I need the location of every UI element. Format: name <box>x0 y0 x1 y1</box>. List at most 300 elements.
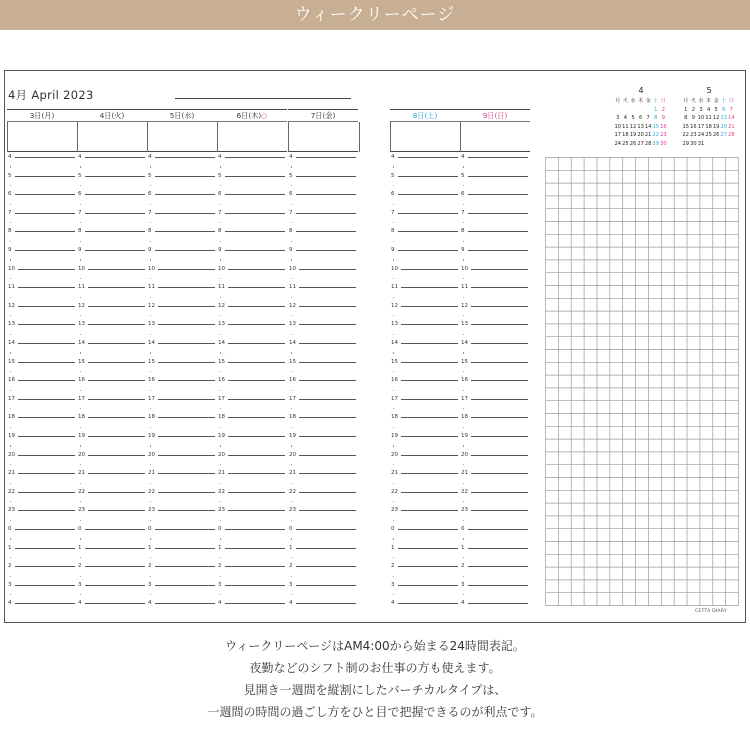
hour-line[interactable] <box>85 603 145 604</box>
hour-line[interactable] <box>468 548 528 549</box>
half-hour-dot <box>150 557 151 558</box>
hour-line[interactable] <box>296 176 356 177</box>
half-hour-dot <box>220 557 221 558</box>
mini-calendar-weekdays <box>614 97 667 106</box>
date-cell: 31 <box>697 140 705 147</box>
hour-label: 7 <box>391 209 395 216</box>
hour-line[interactable] <box>228 455 285 456</box>
hour-line[interactable] <box>299 287 356 288</box>
hour-line[interactable] <box>18 287 75 288</box>
hour-line[interactable] <box>18 417 75 418</box>
hour-label: 9 <box>461 247 465 253</box>
hour-line[interactable] <box>401 473 458 474</box>
date-cell: 8 <box>654 115 658 122</box>
hour-line[interactable] <box>225 213 285 214</box>
hour-label: 4 <box>289 600 293 607</box>
hour-line[interactable] <box>296 213 356 214</box>
date-cell: 3 <box>616 115 620 122</box>
hour-line[interactable] <box>15 213 75 214</box>
hour-line[interactable] <box>468 529 528 530</box>
weekday-cell: 月 <box>615 98 621 104</box>
hour-line[interactable] <box>296 157 356 158</box>
hour-label: 9 <box>148 247 152 253</box>
hour-line[interactable] <box>228 492 285 493</box>
hour-line[interactable] <box>85 194 145 195</box>
date-cell: 28 <box>644 140 652 147</box>
hour-line[interactable] <box>158 287 215 288</box>
hour-line[interactable] <box>158 492 215 493</box>
hour-label: 8 <box>289 228 293 235</box>
hour-label: 5 <box>461 172 465 179</box>
hour-label: 8 <box>8 228 12 235</box>
hour-line[interactable] <box>398 585 458 586</box>
hour-line[interactable] <box>401 436 458 437</box>
date-cell: 2 <box>661 107 665 113</box>
hour-line[interactable] <box>299 343 356 344</box>
hour-line[interactable] <box>158 510 215 511</box>
hour-line[interactable] <box>471 436 528 437</box>
hour-line[interactable] <box>296 250 356 251</box>
day-header-weekday-0 <box>7 109 77 151</box>
hour-line[interactable] <box>88 343 145 344</box>
hour-line[interactable] <box>299 417 356 418</box>
hour-line[interactable] <box>401 269 458 270</box>
hour-label: 6 <box>461 191 465 198</box>
hour-line[interactable] <box>18 362 75 363</box>
hour-line[interactable] <box>155 157 215 158</box>
hour-line[interactable] <box>15 603 75 604</box>
half-hour-dot <box>463 576 464 577</box>
date-cell: 7 <box>729 107 733 113</box>
hour-line[interactable] <box>299 269 356 270</box>
hour-line[interactable] <box>401 455 458 456</box>
hour-label: 0 <box>461 526 465 532</box>
hour-line[interactable] <box>158 269 215 270</box>
hour-line[interactable] <box>468 566 528 567</box>
hour-line[interactable] <box>88 492 145 493</box>
hour-line[interactable] <box>296 231 356 232</box>
hour-line[interactable] <box>468 231 528 232</box>
hour-label: 8 <box>218 228 222 235</box>
half-hour-dot <box>220 259 221 260</box>
hour-line[interactable] <box>398 529 458 530</box>
date-cell: 5 <box>631 115 635 122</box>
date-cell: 19 <box>629 132 637 139</box>
hour-line[interactable] <box>296 548 356 549</box>
hour-line[interactable] <box>18 510 75 511</box>
date-cell: 26 <box>712 132 720 139</box>
hour-line[interactable] <box>401 287 458 288</box>
weekday-cell: 金 <box>645 98 651 104</box>
hour-line[interactable] <box>471 362 528 363</box>
hour-line[interactable] <box>468 213 528 214</box>
hour-label: 22 <box>391 488 398 495</box>
hour-line[interactable] <box>155 529 215 530</box>
hour-line[interactable] <box>228 269 285 270</box>
hour-line[interactable] <box>471 269 528 270</box>
hour-line[interactable] <box>398 250 458 251</box>
hour-line[interactable] <box>296 585 356 586</box>
hour-line[interactable] <box>15 194 75 195</box>
hour-line[interactable] <box>401 417 458 418</box>
day-note-box[interactable] <box>147 122 217 152</box>
hour-line[interactable] <box>18 306 75 307</box>
hour-line[interactable] <box>299 473 356 474</box>
hour-line[interactable] <box>299 380 356 381</box>
half-hour-dot <box>150 297 151 298</box>
hour-label: 20 <box>8 451 15 458</box>
hour-line[interactable] <box>225 548 285 549</box>
day-label: 6日(木)○ <box>217 109 287 122</box>
hour-label: 23 <box>461 507 468 514</box>
half-hour-dot <box>463 185 464 186</box>
hour-label: 21 <box>8 470 15 477</box>
hour-line[interactable] <box>15 548 75 549</box>
hour-line[interactable] <box>471 306 528 307</box>
hour-label: 11 <box>461 284 468 291</box>
hour-line[interactable] <box>85 566 145 567</box>
hour-line[interactable] <box>228 306 285 307</box>
hour-line[interactable] <box>225 176 285 177</box>
hour-line[interactable] <box>88 287 145 288</box>
half-hour-dot <box>463 483 464 484</box>
hour-label: 22 <box>289 488 296 495</box>
half-hour-dot <box>150 185 151 186</box>
hour-line[interactable] <box>398 566 458 567</box>
hour-line[interactable] <box>228 473 285 474</box>
hour-line[interactable] <box>88 510 145 511</box>
hour-line[interactable] <box>85 585 145 586</box>
hour-line[interactable] <box>398 194 458 195</box>
hour-line[interactable] <box>85 231 145 232</box>
date-cell: 23 <box>690 132 697 139</box>
half-hour-dot <box>80 222 81 223</box>
hour-line[interactable] <box>225 585 285 586</box>
hour-line[interactable] <box>471 324 528 325</box>
day-note-box[interactable] <box>390 122 460 152</box>
hour-line[interactable] <box>85 250 145 251</box>
hour-line[interactable] <box>158 343 215 344</box>
hour-line[interactable] <box>88 455 145 456</box>
hour-label: 5 <box>78 172 82 179</box>
hour-label: 22 <box>218 488 225 495</box>
half-hour-dot <box>291 427 292 428</box>
date-cell: 17 <box>614 132 622 139</box>
day-header-weekday-4 <box>288 109 358 151</box>
hour-line[interactable] <box>15 585 75 586</box>
hour-line[interactable] <box>225 529 285 530</box>
half-hour-dot <box>463 352 464 353</box>
hour-line[interactable] <box>88 436 145 437</box>
hour-line[interactable] <box>18 473 75 474</box>
hour-line[interactable] <box>468 603 528 604</box>
hour-label: 5 <box>8 172 12 179</box>
hour-line[interactable] <box>158 455 215 456</box>
hour-line[interactable] <box>158 436 215 437</box>
hour-line[interactable] <box>228 324 285 325</box>
hour-label: 18 <box>289 414 296 421</box>
hour-label: 10 <box>391 265 398 272</box>
half-hour-dot <box>393 166 394 167</box>
hour-line[interactable] <box>225 157 285 158</box>
hour-line[interactable] <box>15 157 75 158</box>
hour-label: 10 <box>8 265 15 272</box>
hour-line[interactable] <box>225 250 285 251</box>
hour-label: 6 <box>218 191 222 198</box>
hour-label: 4 <box>8 600 12 607</box>
hour-line[interactable] <box>299 455 356 456</box>
hour-label: 6 <box>148 191 152 198</box>
date-cell: 17 <box>697 123 705 130</box>
hour-label: 13 <box>289 321 296 328</box>
half-hour-dot <box>393 557 394 558</box>
hour-line[interactable] <box>155 194 215 195</box>
hour-line[interactable] <box>158 362 215 363</box>
hour-label: 20 <box>391 451 398 458</box>
hour-line[interactable] <box>299 492 356 493</box>
hour-line[interactable] <box>471 510 528 511</box>
hour-line[interactable] <box>155 176 215 177</box>
hour-line[interactable] <box>15 231 75 232</box>
hour-label: 15 <box>148 358 155 365</box>
day-note-box[interactable] <box>460 122 530 152</box>
hour-label: 8 <box>78 228 82 235</box>
half-hour-dot <box>80 390 81 391</box>
hour-line[interactable] <box>18 380 75 381</box>
hour-line[interactable] <box>15 250 75 251</box>
hour-line[interactable] <box>15 529 75 530</box>
half-hour-dot <box>393 501 394 502</box>
day-note-box[interactable] <box>77 122 147 152</box>
hour-line[interactable] <box>401 362 458 363</box>
hour-line[interactable] <box>401 324 458 325</box>
half-hour-dot <box>220 185 221 186</box>
weekday-cell: 土 <box>653 98 659 104</box>
hour-line[interactable] <box>85 548 145 549</box>
hour-line[interactable] <box>228 417 285 418</box>
hour-line[interactable] <box>398 231 458 232</box>
date-cell: 22 <box>652 132 659 139</box>
date-cell: 12 <box>712 115 720 122</box>
hour-line[interactable] <box>468 585 528 586</box>
hour-line[interactable] <box>88 269 145 270</box>
hour-line[interactable] <box>228 510 285 511</box>
hour-label: 20 <box>218 451 225 458</box>
hour-line[interactable] <box>299 436 356 437</box>
hour-line[interactable] <box>398 213 458 214</box>
date-cell: 19 <box>712 123 720 130</box>
hour-line[interactable] <box>88 306 145 307</box>
hour-line[interactable] <box>158 417 215 418</box>
hour-line[interactable] <box>299 324 356 325</box>
hour-line[interactable] <box>155 603 215 604</box>
day-note-box[interactable] <box>288 122 358 152</box>
hour-line[interactable] <box>228 362 285 363</box>
hour-line[interactable] <box>225 566 285 567</box>
mini-calendar-month: 5 <box>706 86 712 95</box>
half-hour-dot <box>393 297 394 298</box>
hour-line[interactable] <box>158 380 215 381</box>
hour-line[interactable] <box>401 492 458 493</box>
hour-line[interactable] <box>225 603 285 604</box>
hour-line[interactable] <box>88 417 145 418</box>
hour-line[interactable] <box>225 231 285 232</box>
hour-line[interactable] <box>18 343 75 344</box>
hour-line[interactable] <box>228 343 285 344</box>
hour-line[interactable] <box>158 399 215 400</box>
half-hour-dot <box>463 594 464 595</box>
hour-line[interactable] <box>158 324 215 325</box>
date-cell: 20 <box>637 132 644 139</box>
half-hour-dot <box>393 259 394 260</box>
hour-label: 15 <box>461 358 468 365</box>
hour-line[interactable] <box>398 176 458 177</box>
hour-label: 0 <box>78 526 82 532</box>
hour-line[interactable] <box>158 473 215 474</box>
hour-label: 23 <box>289 507 296 514</box>
hour-label: 13 <box>8 321 15 328</box>
hour-line[interactable] <box>471 399 528 400</box>
hour-line[interactable] <box>155 213 215 214</box>
hour-line[interactable] <box>401 380 458 381</box>
hour-label: 18 <box>391 414 398 421</box>
hour-line[interactable] <box>228 380 285 381</box>
date-cell: 29 <box>652 140 659 147</box>
hour-line[interactable] <box>398 548 458 549</box>
hour-label: 4 <box>218 154 222 160</box>
hour-label: 4 <box>148 600 152 607</box>
hour-line[interactable] <box>299 510 356 511</box>
hour-line[interactable] <box>18 455 75 456</box>
hour-line[interactable] <box>18 399 75 400</box>
half-hour-dot <box>150 538 151 539</box>
hour-label: 22 <box>8 488 15 495</box>
hour-label: 12 <box>391 302 398 309</box>
date-cell: 22 <box>682 132 690 139</box>
hour-line[interactable] <box>299 399 356 400</box>
hour-label: 19 <box>218 433 225 439</box>
hour-label: 14 <box>461 340 468 346</box>
hour-line[interactable] <box>15 566 75 567</box>
hour-line[interactable] <box>88 473 145 474</box>
day-header-weekend-0 <box>390 109 460 151</box>
hour-label: 18 <box>218 414 225 421</box>
hour-line[interactable] <box>398 157 458 158</box>
half-hour-dot <box>220 594 221 595</box>
hour-line[interactable] <box>471 343 528 344</box>
hour-line[interactable] <box>471 492 528 493</box>
hour-line[interactable] <box>155 566 215 567</box>
hour-line[interactable] <box>471 380 528 381</box>
hour-line[interactable] <box>468 194 528 195</box>
hour-line[interactable] <box>158 306 215 307</box>
date-cell: 23 <box>660 132 667 139</box>
hour-line[interactable] <box>225 194 285 195</box>
hour-line[interactable] <box>85 157 145 158</box>
hour-line[interactable] <box>299 306 356 307</box>
hour-line[interactable] <box>299 362 356 363</box>
hour-label: 0 <box>148 526 152 532</box>
half-hour-dot <box>463 259 464 260</box>
hour-line[interactable] <box>401 510 458 511</box>
day-note-box[interactable] <box>217 122 287 152</box>
date-cell: 11 <box>705 115 712 122</box>
hour-line[interactable] <box>468 157 528 158</box>
hour-label: 4 <box>8 154 12 160</box>
hour-line[interactable] <box>471 455 528 456</box>
half-hour-dot <box>10 185 11 186</box>
hour-line[interactable] <box>296 194 356 195</box>
half-hour-dot <box>150 371 151 372</box>
hour-line[interactable] <box>228 436 285 437</box>
hour-label: 13 <box>218 321 225 328</box>
half-hour-dot <box>291 501 292 502</box>
hour-line[interactable] <box>85 176 145 177</box>
hour-line[interactable] <box>228 287 285 288</box>
hour-line[interactable] <box>85 213 145 214</box>
hour-line[interactable] <box>296 603 356 604</box>
hour-line[interactable] <box>468 176 528 177</box>
hour-line[interactable] <box>18 492 75 493</box>
hour-line[interactable] <box>18 436 75 437</box>
half-hour-dot <box>80 241 81 242</box>
hour-line[interactable] <box>15 176 75 177</box>
date-cell: 18 <box>622 132 629 139</box>
hour-line[interactable] <box>155 250 215 251</box>
hour-line[interactable] <box>401 343 458 344</box>
hour-line[interactable] <box>88 380 145 381</box>
half-hour-dot <box>150 204 151 205</box>
date-cell: 30 <box>660 140 667 147</box>
hour-label: 9 <box>289 247 293 253</box>
hour-line[interactable] <box>88 362 145 363</box>
hour-label: 19 <box>391 433 398 439</box>
hour-label: 3 <box>289 581 293 588</box>
hour-line[interactable] <box>18 324 75 325</box>
hour-label: 4 <box>78 600 82 607</box>
date-cell: 21 <box>644 132 652 139</box>
half-hour-dot <box>150 222 151 223</box>
hour-line[interactable] <box>471 287 528 288</box>
hour-line[interactable] <box>228 399 285 400</box>
hour-line[interactable] <box>471 417 528 418</box>
hour-line[interactable] <box>18 269 75 270</box>
half-hour-dot <box>80 371 81 372</box>
brand-label: CETTA DIARY <box>695 609 727 614</box>
hour-line[interactable] <box>155 585 215 586</box>
hour-label: 23 <box>78 507 85 514</box>
hour-line[interactable] <box>155 548 215 549</box>
page-banner: ウィークリーページ <box>0 0 750 30</box>
hour-line[interactable] <box>85 529 145 530</box>
half-hour-dot <box>150 315 151 316</box>
hour-line[interactable] <box>471 473 528 474</box>
hour-line[interactable] <box>88 399 145 400</box>
hour-line[interactable] <box>401 399 458 400</box>
hour-line[interactable] <box>296 529 356 530</box>
date-cell: 12 <box>629 123 637 130</box>
hour-line[interactable] <box>398 603 458 604</box>
hour-line[interactable] <box>296 566 356 567</box>
hour-line[interactable] <box>401 306 458 307</box>
half-hour-dot <box>220 427 221 428</box>
hour-line[interactable] <box>155 231 215 232</box>
hour-label: 7 <box>218 209 222 216</box>
half-hour-dot <box>291 259 292 260</box>
hour-line[interactable] <box>88 324 145 325</box>
hour-line[interactable] <box>468 250 528 251</box>
day-note-box[interactable] <box>7 122 77 152</box>
